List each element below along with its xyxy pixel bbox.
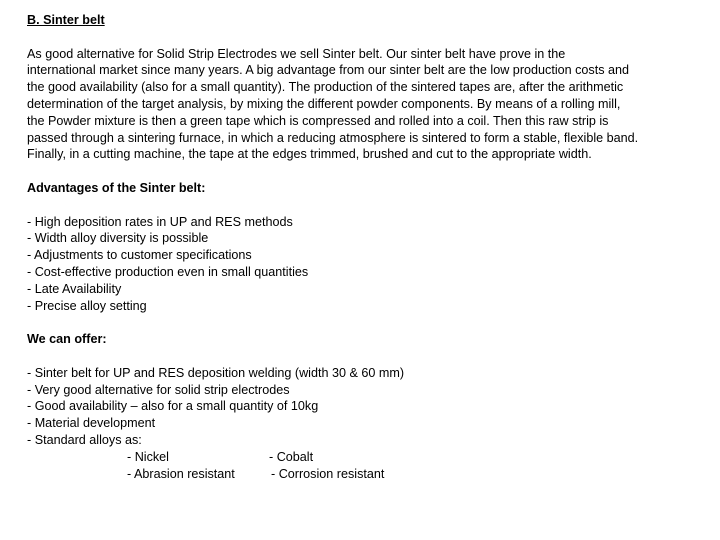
intro-line: passed through a sintering furnace, in which a reducing atmosphere is sintered to form a stable, flexible band.	[27, 130, 639, 145]
list-item: - Late Availability	[27, 281, 122, 296]
intro-line: Finally, in a cutting machine, the tape at the edges trimmed, brushed and cut to the appropriate width.	[27, 147, 592, 162]
spacer	[27, 348, 717, 365]
spacer	[27, 29, 717, 46]
list-item: - Cost-effective production even in small quantities	[27, 264, 309, 279]
intro-line: the Powder mixture is then a green tape which is compressed and rolled into a coil. Then this raw strip is	[27, 113, 609, 128]
standard-alloys	[27, 449, 717, 483]
list-item: - Sinter belt for UP and RES deposition welding (width 30 & 60 mm)	[27, 365, 405, 380]
list-item: - Very good alternative for solid strip electrodes	[27, 382, 290, 397]
list-item: - Material development	[27, 416, 156, 431]
list-item: - High deposition rates in UP and RES methods	[27, 214, 293, 229]
intro-line: the good availability (also for a small quantity). The production of the sintered tapes are, after the arithmetic	[27, 80, 624, 95]
spacer	[27, 314, 717, 331]
alloy-corrosion-resistant: - Corrosion resistant	[271, 466, 385, 481]
alloy-abrasion-resistant: - Abrasion resistant	[127, 466, 235, 481]
offer-heading: We can offer:	[27, 332, 107, 347]
list-item: - Width alloy diversity is possible	[27, 231, 209, 246]
advantages-heading: Advantages of the Sinter belt:	[27, 180, 206, 195]
section-title: B. Sinter belt	[27, 13, 105, 27]
list-item: - Precise alloy setting	[27, 298, 147, 313]
alloy-cobalt: - Cobalt	[269, 449, 314, 464]
intro-paragraph	[27, 46, 717, 164]
advantages-list	[27, 214, 717, 315]
list-item: - Standard alloys as:	[27, 432, 142, 447]
spacer	[27, 163, 717, 180]
alloy-nickel: - Nickel	[127, 449, 169, 464]
document-page	[27, 12, 717, 482]
intro-line: determination of the target analysis, by mixing the different powder components. By means of a rolling mill,	[27, 96, 621, 111]
intro-line: international market since many years. A big advantage from our sinter belt are the low production costs and	[27, 63, 630, 78]
list-item: - Adjustments to customer specifications	[27, 248, 252, 263]
list-item: - Good availability – also for a small quantity of 10kg	[27, 399, 319, 414]
intro-line: As good alternative for Solid Strip Electrodes we sell Sinter belt. Our sinter belt have prove in the	[27, 46, 566, 61]
offer-list	[27, 365, 717, 449]
spacer	[27, 197, 717, 214]
